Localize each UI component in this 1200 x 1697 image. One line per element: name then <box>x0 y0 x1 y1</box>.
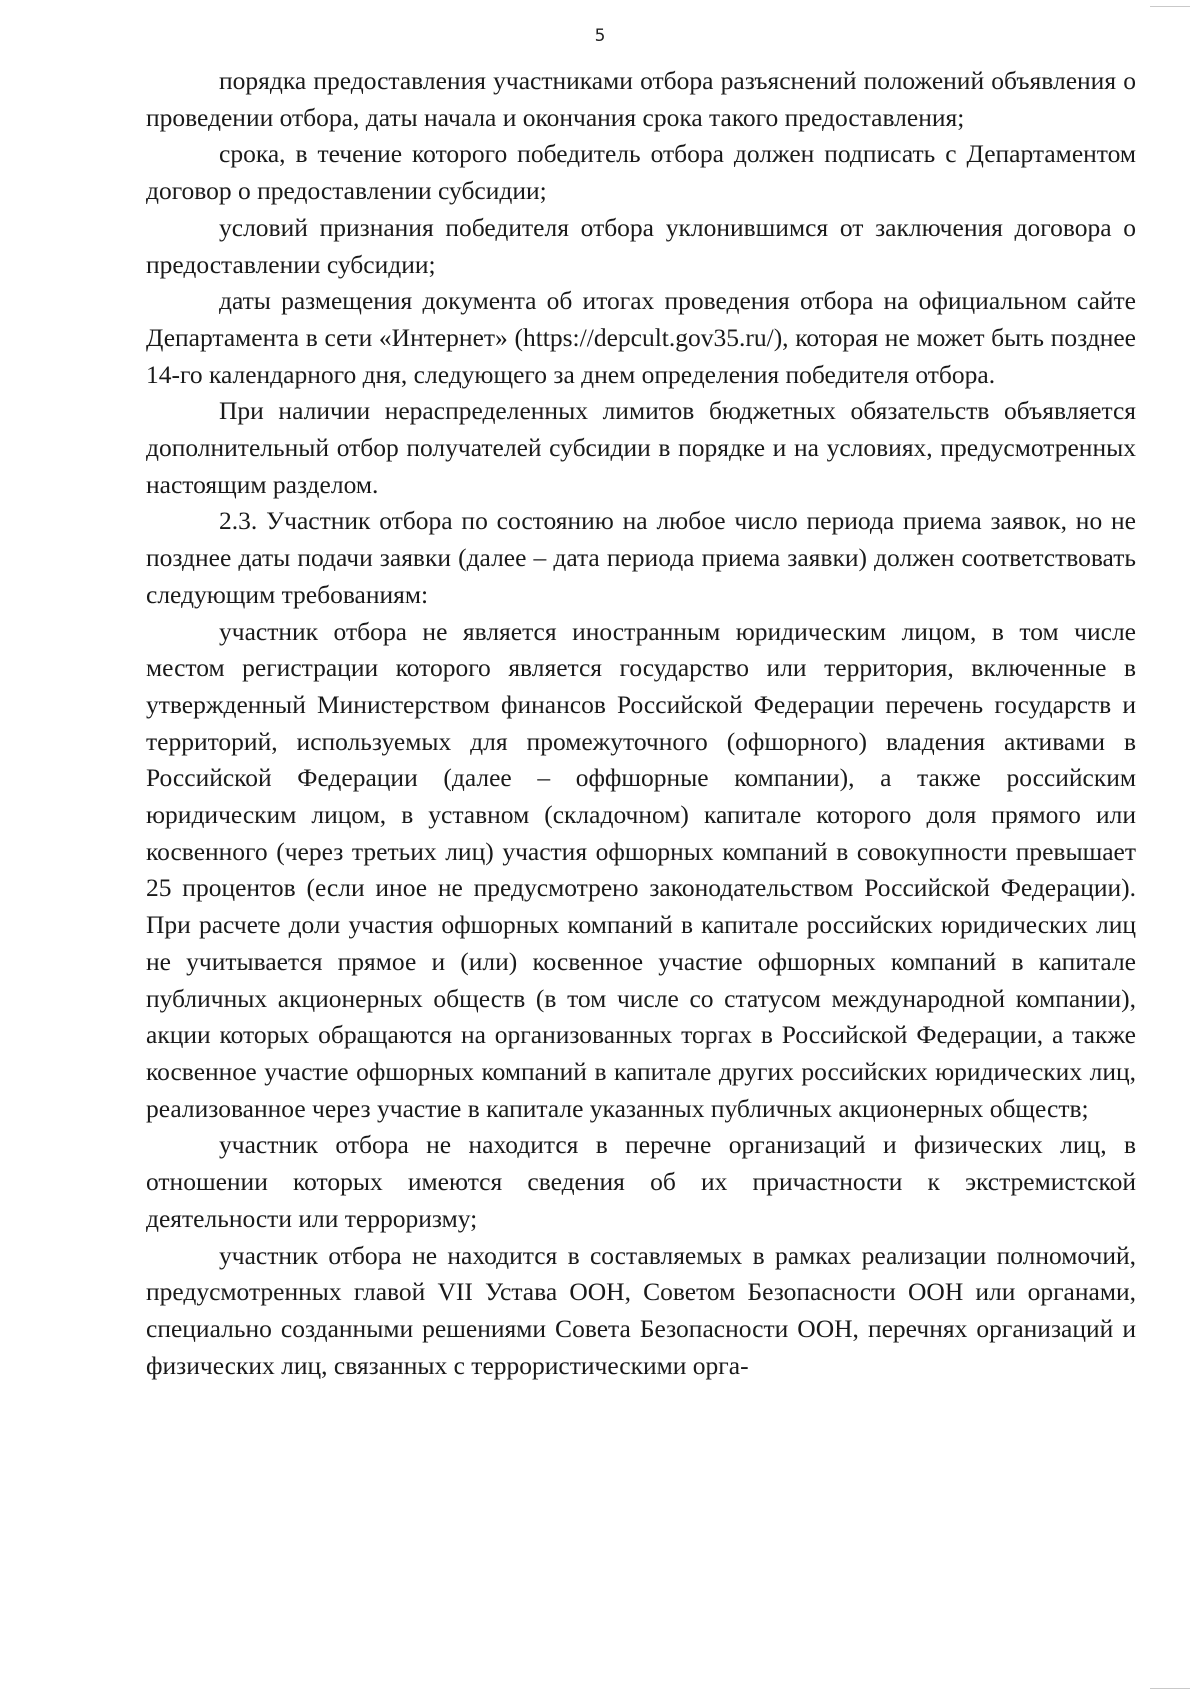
paragraph-un-lists-requirement: участник отбора не находится в составляемых в рамках реализации полномочий, предусмотренных главой VII Устава ООН, Советом Безопасности ООН или органами, специально созданными решениями Совета Безопасности ООН, перечнях организаций и физических лиц, связанных с террористическими орга- <box>146 1240 1136 1380</box>
page-number: 5 <box>594 26 606 46</box>
paragraph-clarification-procedure: порядка предоставления участниками отбора разъяснений положений объявления о проведении отбора, даты начала и окончания срока такого предоставления; <box>146 66 1136 132</box>
document-body <box>146 63 1136 1384</box>
scan-mark-top-right <box>1150 6 1190 7</box>
paragraph-section-2-3: 2.3. Участник отбора по состоянию на любое число периода приема заявок, но не позднее даты подачи заявки (далее – дата периода приема заявки) должен соответствовать следующим требованиям: <box>146 506 1136 609</box>
scan-mark-bottom-right <box>1150 1688 1190 1689</box>
paragraph-results-publication: даты размещения документа об итогах проведения отбора на официальном сайте Департамента в сети «Интернет» (https://depcult.gov35.ru/), которая не может быть позднее 14-го календарного дня, следующего за днем определения победителя отбора. <box>146 286 1136 389</box>
paragraph-offshore-requirement: участник отбора не является иностранным юридическим лицом, в том числе местом регистрации которого является государство или территория, включенные в утвержденный Министерством финансов Российской Федерации перечень государств и территорий, используемых для промежуточного (офшорного) владения активами в Российской Федерации (далее – оффшорные компании), а также российским юридическим лицом, в уставном (складочном) капитале которого доля прямого или косвенного (через третьих лиц) участия офшорных компаний в совокупности превышает 25 процентов (если иное не предусмотрено законодательством Российской Федерации). При расчете доли участия офшорных компаний в капитале российских юридических лиц не учитывается прямое и (или) косвенное участие офшорных компаний в капитале публичных акционерных обществ (в том числе со статусом международной компании), акции которых обращаются на организованных торгах в Российской Федерации, а также косвенное участие офшорных компаний в капитале других российских юридических лиц, реализованное через участие в капитале указанных публичных акционерных обществ; <box>146 616 1136 1123</box>
paragraph-signing-deadline: срока, в течение которого победитель отбора должен подписать с Департаментом договор о предоставлении субсидии; <box>146 139 1136 206</box>
paragraph-evasion-conditions: условий признания победителя отбора уклонившимся от заключения договора о предоставлении субсидии; <box>146 212 1136 279</box>
paragraph-additional-selection: При наличии нераспределенных лимитов бюджетных обязательств объявляется дополнительный отбор получателей субсидии в порядке и на условиях, предусмотренных настоящим разделом. <box>146 396 1136 499</box>
paragraph-extremism-requirement: участник отбора не находится в перечне организаций и физических лиц, в отношении которых имеются сведения об их причастности к экстремистской деятельности или терроризму; <box>146 1130 1136 1233</box>
